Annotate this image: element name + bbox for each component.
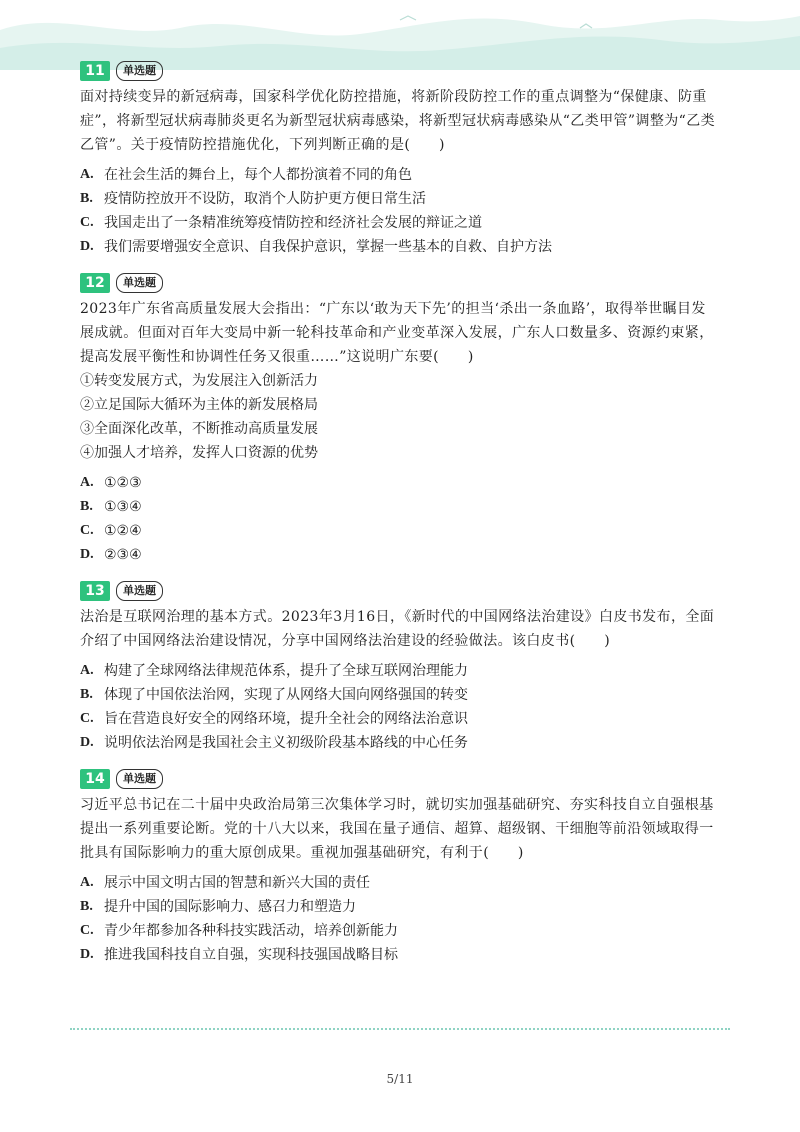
- statement-3: ③全面深化改革，不断推动高质量发展: [80, 421, 318, 437]
- option-b[interactable]: [80, 683, 720, 707]
- option-a[interactable]: [80, 871, 720, 895]
- statement-4: ④加强人才培养，发挥人口资源的优势: [80, 445, 318, 461]
- question-type-tag: 单选题: [116, 273, 163, 293]
- question-14: [80, 768, 720, 967]
- option-text: 体现了中国依法治网，实现了从网络大国向网络强国的转变: [104, 687, 468, 703]
- question-number-badge: 11: [80, 61, 110, 81]
- option-key: C.: [80, 523, 94, 538]
- question-11: [80, 60, 720, 259]
- option-key: D.: [80, 947, 94, 962]
- option-key: D.: [80, 547, 94, 562]
- option-key: B.: [80, 899, 93, 914]
- option-text: 在社会生活的舞台上，每个人都扮演着不同的角色: [104, 167, 412, 183]
- option-text: 我们需要增强安全意识、自我保护意识，掌握一些基本的自救、自护方法: [104, 239, 552, 255]
- question-stem: 法治是互联网治理的基本方式。2023年3月16日，《新时代的中国网络法治建设》白皮书发布，全面介绍了中国网络法治建设情况，分享中国网络法治建设的经验做法。该白皮书( ): [80, 609, 715, 649]
- question-number-badge: 12: [80, 273, 110, 293]
- option-c[interactable]: [80, 519, 720, 543]
- option-d[interactable]: [80, 731, 720, 755]
- option-key: A.: [80, 875, 94, 890]
- option-key: B.: [80, 499, 93, 514]
- option-a[interactable]: [80, 471, 720, 495]
- option-text: 说明依法治网是我国社会主义初级阶段基本路线的中心任务: [104, 735, 468, 751]
- question-stem: 2023年广东省高质量发展大会指出：“广东以‘敢为天下先’的担当‘杀出一条血路’，取得举世瞩目发展成就。但面对百年大变局中新一轮科技革命和产业变革深入发展，广东人口数量多、资源约束紧，提高发展平衡性和协调性任务又很重……”这说明广东要( ): [80, 301, 714, 365]
- page-number: 5/11: [386, 1072, 414, 1086]
- option-c[interactable]: [80, 919, 720, 943]
- option-text: 旨在营造良好安全的网络环境，提升全社会的网络法治意识: [104, 711, 468, 727]
- question-number-badge: 14: [80, 769, 110, 789]
- option-text: ①②④: [104, 523, 142, 539]
- option-text: 提升中国的国际影响力、感召力和塑造力: [104, 899, 356, 915]
- statement-list: [80, 369, 720, 465]
- question-type-tag: 单选题: [116, 769, 163, 789]
- option-a[interactable]: [80, 659, 720, 683]
- question-number-badge: 13: [80, 581, 110, 601]
- question-stem: 习近平总书记在二十届中央政治局第三次集体学习时，就切实加强基础研究、夯实科技自立自强根基提出一系列重要论断。党的十八大以来，我国在量子通信、超算、超级钢、干细胞等前沿领域取得一批具有国际影响力的重大原创成果。重视加强基础研究，有利于( ): [80, 797, 714, 861]
- option-key: C.: [80, 215, 94, 230]
- option-key: A.: [80, 167, 94, 182]
- question-stem: 面对持续变异的新冠病毒，国家科学优化防控措施，将新阶段防控工作的重点调整为“保健康、防重症”，将新型冠状病毒肺炎更名为新型冠状病毒感染，将新型冠状病毒感染从“乙类甲管”调整为“乙类乙管”。关于疫情防控措施优化，下列判断正确的是( ): [80, 89, 716, 153]
- option-text: 我国走出了一条精准统筹疫情防控和经济社会发展的辩证之道: [104, 215, 482, 231]
- options-list: [80, 471, 720, 567]
- question-13: [80, 580, 720, 755]
- question-header: [80, 60, 720, 82]
- question-header: [80, 580, 720, 602]
- option-text: 疫情防控放开不设防，取消个人防护更方便日常生活: [104, 191, 426, 207]
- option-text: 展示中国文明古国的智慧和新兴大国的责任: [104, 875, 370, 891]
- option-d[interactable]: [80, 943, 720, 967]
- question-type-tag: 单选题: [116, 581, 163, 601]
- options-list: [80, 163, 720, 259]
- option-key: B.: [80, 687, 93, 702]
- option-text: 推进我国科技自立自强，实现科技强国战略目标: [104, 947, 398, 963]
- option-c[interactable]: [80, 211, 720, 235]
- statement-1: ①转变发展方式，为发展注入创新活力: [80, 373, 318, 389]
- option-c[interactable]: [80, 707, 720, 731]
- option-key: C.: [80, 711, 94, 726]
- option-b[interactable]: [80, 187, 720, 211]
- option-text: ②③④: [104, 547, 142, 563]
- question-12: [80, 272, 720, 567]
- statement-2: ②立足国际大循环为主体的新发展格局: [80, 397, 318, 413]
- option-key: B.: [80, 191, 93, 206]
- option-b[interactable]: [80, 495, 720, 519]
- footer-divider: [70, 1028, 730, 1030]
- option-text: 构建了全球网络法律规范体系，提升了全球互联网治理能力: [104, 663, 468, 679]
- option-key: A.: [80, 475, 94, 490]
- option-b[interactable]: [80, 895, 720, 919]
- question-type-tag: 单选题: [116, 61, 163, 81]
- option-d[interactable]: [80, 235, 720, 259]
- question-header: [80, 272, 720, 294]
- option-key: D.: [80, 239, 94, 254]
- options-list: [80, 659, 720, 755]
- option-text: 青少年都参加各种科技实践活动，培养创新能力: [104, 923, 398, 939]
- option-a[interactable]: [80, 163, 720, 187]
- options-list: [80, 871, 720, 967]
- option-key: A.: [80, 663, 94, 678]
- option-key: D.: [80, 735, 94, 750]
- option-key: C.: [80, 923, 94, 938]
- option-text: ①②③: [104, 475, 142, 491]
- question-header: [80, 768, 720, 790]
- option-d[interactable]: [80, 543, 720, 567]
- option-text: ①③④: [104, 499, 142, 515]
